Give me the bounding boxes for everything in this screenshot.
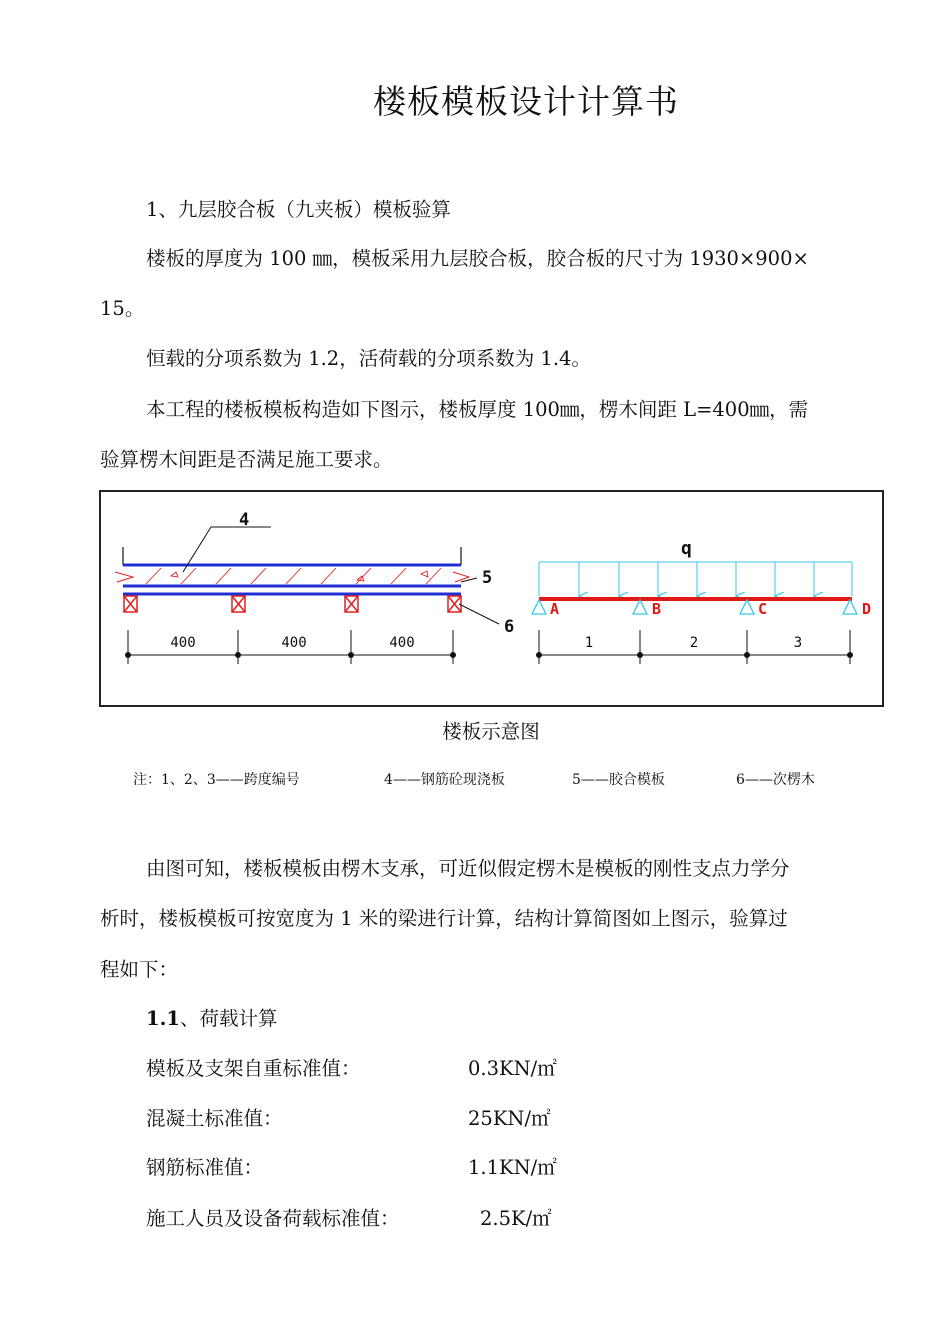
note-1: 注：1、2、3——跨度编号 xyxy=(133,772,300,788)
subsection-number: 1.1 xyxy=(146,1007,180,1030)
label-6: 6 xyxy=(504,617,515,637)
paragraph-4-line-3: 程如下： xyxy=(100,958,179,981)
load-value-3: 1.1KN/㎡ xyxy=(468,1156,557,1179)
diagram-canvas xyxy=(101,492,882,705)
note-3: 5——胶合模板 xyxy=(572,772,665,788)
load-value-2: 25KN/㎡ xyxy=(468,1107,551,1130)
timber-joists xyxy=(124,596,461,612)
load-label-2: 混凝土标准值： xyxy=(146,1107,283,1130)
load-value-1: 0.3KN/㎡ xyxy=(468,1057,557,1080)
dim-span-1: 400 xyxy=(170,635,196,651)
load-label-q: q xyxy=(681,538,692,559)
slab-section xyxy=(115,510,514,664)
figure-caption: 楼板示意图 xyxy=(442,720,540,743)
load-label-3: 钢筋标准值： xyxy=(146,1156,264,1179)
support-c: C xyxy=(758,600,768,618)
subsection-heading xyxy=(146,1005,277,1033)
paragraph-3-line-1: 本工程的楼板模板构造如下图示，楼板厚度 100㎜，楞木间距 L=400㎜，需 xyxy=(146,398,809,421)
label-4: 4 xyxy=(239,510,250,530)
support-d: D xyxy=(862,600,872,618)
note-2: 4——钢筋砼现浇板 xyxy=(384,772,505,788)
load-label-1: 模板及支架自重标准值： xyxy=(146,1057,361,1080)
paragraph-2: 恒载的分项系数为 1.2，活荷载的分项系数为 1.4。 xyxy=(146,347,591,370)
dim-span-3: 400 xyxy=(389,635,415,651)
load-value-4: 2.5K/㎡ xyxy=(480,1207,552,1230)
span-2: 2 xyxy=(689,635,699,651)
span-3: 3 xyxy=(793,635,803,651)
note-4: 6——次楞木 xyxy=(736,772,815,788)
paragraph-4-line-2: 析时，楼板模板可按宽度为 1 米的梁进行计算，结构计算简图如上图示，验算过 xyxy=(100,907,788,930)
span-1: 1 xyxy=(584,635,594,651)
distributed-load xyxy=(539,562,852,596)
floor-slab-diagram xyxy=(99,490,884,707)
dim-span-2: 400 xyxy=(281,635,307,651)
paragraph-1-line-1: 楼板的厚度为 100 ㎜，模板采用九层胶合板，胶合板的尺寸为 1930×900× xyxy=(146,247,809,270)
beam-diagram xyxy=(532,538,871,664)
supports xyxy=(532,600,857,614)
page-title: 楼板模板设计计算书 xyxy=(373,82,679,121)
paragraph-4-line-1: 由图可知，楼板模板由楞木支承，可近似假定楞木是模板的刚性支点力学分 xyxy=(146,857,790,880)
section-heading: 1、九层胶合板（九夹板）模板验算 xyxy=(146,198,451,221)
support-a: A xyxy=(550,600,560,618)
load-label-4: 施工人员及设备荷载标准值： xyxy=(146,1207,400,1230)
paragraph-3-line-2: 验算楞木间距是否满足施工要求。 xyxy=(100,448,393,471)
subsection-title: 、荷载计算 xyxy=(179,1007,278,1030)
support-b: B xyxy=(652,600,662,618)
paragraph-1-line-2: 15。 xyxy=(100,297,145,320)
label-5: 5 xyxy=(482,568,493,588)
concrete-hatch xyxy=(146,568,441,584)
